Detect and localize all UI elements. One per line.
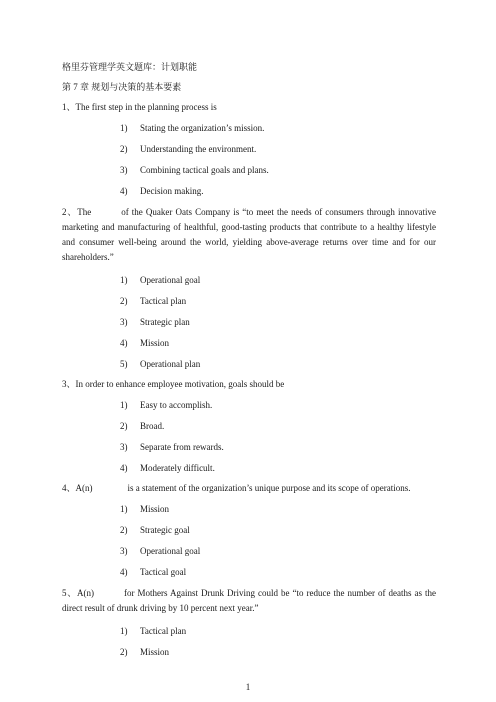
question-4: [62, 482, 436, 578]
option-text: Stating the organization’s mission.: [140, 123, 265, 133]
option: [62, 316, 436, 328]
option-number: 1): [120, 123, 128, 133]
option: [62, 420, 436, 432]
option-number: 4): [120, 567, 128, 577]
option: [62, 625, 436, 637]
option-text: Understanding the environment.: [140, 144, 257, 154]
option-text: Mission: [140, 504, 170, 514]
option: [62, 399, 436, 411]
question-5: [62, 586, 436, 658]
option-number: 2): [120, 647, 128, 657]
option-text: Operational goal: [140, 275, 201, 285]
option: [62, 337, 436, 349]
option: [62, 503, 436, 515]
option-number: 3): [120, 165, 128, 175]
question-text: The first step in the planning process is: [75, 102, 217, 112]
question-lead: 2、The: [62, 207, 92, 217]
question-1: [62, 101, 436, 197]
option-number: 2): [120, 421, 128, 431]
option-text: Combining tactical goals and plans.: [140, 165, 269, 175]
option-text: Tactical plan: [140, 626, 187, 636]
question-text: is a statement of the organization’s unique purpose and its scope of operations.: [127, 483, 411, 493]
question-3: [62, 378, 436, 474]
option-number: 2): [120, 144, 128, 154]
option-number: 4): [120, 338, 128, 348]
option: [62, 358, 436, 370]
option-text: Broad.: [140, 421, 165, 431]
page-number: 1: [245, 682, 251, 692]
chapter-heading: 第 7 章 规划与决策的基本要素: [62, 82, 182, 92]
question-lead: 1、: [62, 102, 76, 112]
option: [62, 295, 436, 307]
question-stem: [62, 378, 436, 390]
question-text: In order to enhance employee motivation, goals should be: [75, 379, 285, 389]
option: [62, 441, 436, 453]
option-text: Easy to accomplish.: [140, 400, 213, 410]
option-number: 1): [120, 626, 128, 636]
option-text: Tactical goal: [140, 567, 187, 577]
option-number: 1): [120, 400, 128, 410]
question-text: of the Quaker Oats Company is “to meet the needs of consumers through innovative marketing and manufacturing of healthful, good-tasting products that contribute to a healthy lifestyle and consumer well-being around the world, yielding above-average returns over time and for our shareholders.”: [62, 207, 436, 262]
option: [62, 274, 436, 286]
option-text: Operational goal: [140, 546, 201, 556]
option: [62, 122, 436, 134]
option-number: 4): [120, 186, 128, 196]
option-text: Mission: [140, 338, 170, 348]
question-lead: 4、A(n): [62, 483, 93, 493]
option: [62, 524, 436, 536]
option: [62, 143, 436, 155]
option-number: 4): [120, 463, 128, 473]
document-title: 格里芬管理学英文题库：计划职能: [62, 62, 198, 72]
option-number: 2): [120, 296, 128, 306]
option-text: Operational plan: [140, 359, 201, 369]
option-text: Mission: [140, 647, 170, 657]
option: [62, 566, 436, 578]
question-lead: 3、: [62, 379, 76, 389]
option-text: Separate from rewards.: [140, 442, 224, 452]
question-2: [62, 205, 436, 370]
option-number: 3): [120, 442, 128, 452]
question-lead: 5、A(n): [62, 588, 95, 598]
option-text: Tactical plan: [140, 296, 187, 306]
option-text: Strategic plan: [140, 317, 190, 327]
option-text: Moderately difficult.: [140, 463, 215, 473]
option-text: Strategic goal: [140, 525, 190, 535]
option-number: 1): [120, 504, 128, 514]
question-stem: [62, 482, 436, 494]
option-text: Decision making.: [140, 186, 204, 196]
option: [62, 164, 436, 176]
option-number: 3): [120, 317, 128, 327]
question-stem: [62, 205, 436, 265]
option-number: 1): [120, 275, 128, 285]
option-number: 2): [120, 525, 128, 535]
option: [62, 545, 436, 557]
option-number: 5): [120, 359, 128, 369]
question-stem: [62, 101, 436, 113]
question-stem: [62, 586, 436, 616]
option: [62, 646, 436, 658]
option-number: 3): [120, 546, 128, 556]
option: [62, 462, 436, 474]
option: [62, 185, 436, 197]
question-text: for Mothers Against Drunk Driving could be “to reduce the number of deaths as the direct result of drunk driving by 10 percent next year.”: [62, 588, 437, 613]
document-page: [62, 61, 436, 666]
